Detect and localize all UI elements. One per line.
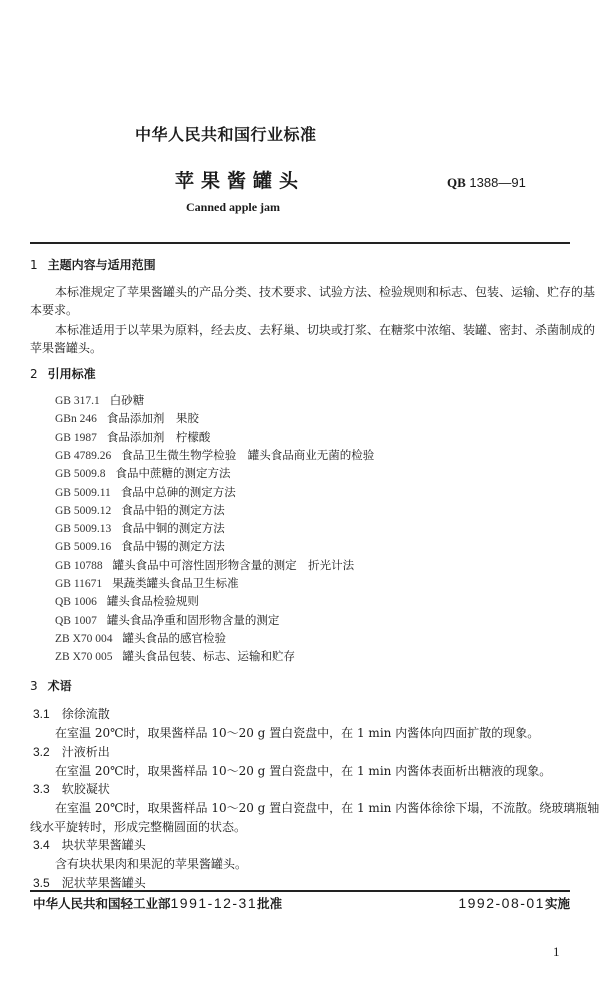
reference-item	[55, 468, 230, 481]
term-number: 3.1	[33, 707, 50, 721]
reference-item	[55, 651, 295, 664]
section-3-heading	[30, 680, 72, 692]
approval-line	[33, 896, 282, 911]
section-title: 引用标准	[47, 367, 96, 381]
term-definition: 在室温 20℃时，取果酱样品 10～20 g 置白瓷盘中，在 1 min 内酱体向四面扩散的现象。	[55, 726, 540, 740]
reference-name: 食品中总砷的测定方法	[120, 484, 236, 499]
section-title: 术语	[47, 679, 72, 693]
page-number: 1	[553, 944, 560, 959]
term-name: 徐徐流散	[61, 707, 110, 721]
paragraph-line: 本标准适用于以苹果为原料，经去皮、去籽巢、切块或打浆、在糖浆中浓缩、装罐、密封、杀菌制成的	[55, 323, 596, 337]
term-name: 软胶凝状	[61, 782, 110, 796]
reference-name: 果蔬类罐头食品卫生标准	[112, 576, 239, 590]
english-title: Canned apple jam	[186, 200, 281, 214]
reference-name: 食品卫生微生物学检验 罐头食品商业无菌的检验	[121, 447, 375, 462]
reference-name: 食品中锡的测定方法	[121, 539, 225, 554]
reference-item	[55, 612, 280, 628]
standard-code-number: 1388—91	[469, 175, 526, 190]
term-name: 块状苹果酱罐头	[61, 838, 146, 852]
reference-code: GB 317.1	[55, 395, 100, 407]
reference-code: ZB X70 005	[55, 651, 113, 664]
reference-name: 罐头食品的感官检验	[122, 630, 226, 645]
term-name: 汁液析出	[61, 744, 110, 759]
term-heading	[33, 783, 110, 795]
section-1-heading	[30, 259, 156, 271]
reference-code: GB 5009.11	[55, 486, 111, 499]
approved-label: 批准	[257, 896, 283, 911]
document-header: 中华人民共和国行业标准	[135, 125, 317, 144]
reference-code: ZB X70 004	[55, 632, 113, 645]
section-number: 2	[30, 367, 38, 381]
term-number: 3.2	[33, 744, 50, 759]
reference-code: GB 5009.13	[55, 523, 112, 536]
paragraph-line: 本标准规定了苹果酱罐头的产品分类、技术要求、试验方法、检验规则和标志、包装、运输、贮存的基	[55, 285, 596, 299]
reference-name: 食品中铜的测定方法	[121, 521, 225, 536]
reference-name: 食品中蔗糖的测定方法	[115, 466, 231, 481]
reference-item	[55, 429, 211, 445]
issuer: 中华人民共和国轻工业部	[33, 896, 171, 911]
reference-item	[55, 630, 226, 646]
section-number: 1	[30, 258, 38, 272]
section-title: 主题内容与适用范围	[47, 258, 156, 272]
term-definition: 在室温 20℃时，取果酱样品 10～20 g 置白瓷盘中，在 1 min 内酱体徐徐下塌，不流散。绕玻璃瓶轴	[55, 801, 600, 815]
term-heading	[33, 839, 146, 851]
top-rule	[30, 242, 570, 244]
reference-item	[55, 523, 225, 536]
reference-item	[55, 557, 355, 573]
reference-code: GB 5009.12	[55, 504, 112, 517]
section-2-heading	[30, 368, 96, 380]
term-definition: 线水平旋转时，形成完整椭圆面的状态。	[30, 819, 247, 834]
reference-item	[55, 578, 239, 591]
reference-name: 白砂糖	[109, 393, 145, 407]
reference-item	[55, 541, 225, 554]
term-number: 3.4	[33, 838, 50, 852]
reference-item	[55, 395, 144, 408]
standard-code	[447, 176, 526, 189]
reference-code: GB 1987	[55, 431, 97, 444]
term-number: 3.5	[33, 875, 50, 890]
reference-code: QB 1006	[55, 596, 97, 609]
paragraph-line: 本要求。	[30, 303, 79, 317]
effective-line	[458, 896, 570, 911]
reference-code: QB 1007	[55, 614, 97, 627]
term-definition: 在室温 20℃时，取果酱样品 10～20 g 置白瓷盘中，在 1 min 内酱体表面析出糖液的现象。	[55, 763, 552, 778]
reference-name: 罐头食品净重和固形物含量的测定	[106, 612, 280, 627]
term-heading	[33, 877, 146, 889]
term-heading	[33, 708, 110, 720]
reference-code: GB 4789.26	[55, 449, 112, 462]
reference-name: 食品添加剂 果胶	[106, 411, 199, 426]
term-number: 3.3	[33, 782, 50, 796]
effective-date: 1992-08-01	[458, 895, 545, 911]
reference-name: 食品添加剂 柠檬酸	[106, 429, 211, 444]
reference-code: GB 5009.16	[55, 541, 112, 554]
reference-item	[55, 596, 199, 609]
term-heading	[33, 746, 110, 758]
paragraph-line: 苹果酱罐头。	[30, 341, 103, 355]
document-title: 苹果酱罐头	[175, 170, 306, 192]
reference-name: 罐头食品检验规则	[106, 594, 199, 609]
reference-code: GB 5009.8	[55, 468, 106, 481]
section-number: 3	[30, 679, 38, 693]
reference-item	[55, 447, 375, 463]
reference-name: 罐头食品中可溶性固形物含量的测定 折光计法	[112, 557, 355, 572]
term-definition: 含有块状果肉和果泥的苹果酱罐头。	[55, 857, 248, 871]
term-name: 泥状苹果酱罐头	[61, 875, 146, 890]
reference-code: GB 11671	[55, 578, 103, 590]
standard-code-prefix: QB	[447, 175, 466, 190]
bottom-rule	[30, 890, 570, 892]
reference-name: 罐头食品包装、标志、运输和贮存	[122, 649, 295, 664]
approved-date: 1991-12-31	[170, 895, 258, 911]
reference-code: GBn 246	[55, 413, 97, 426]
reference-item	[55, 413, 199, 426]
reference-item	[55, 484, 236, 500]
reference-name: 食品中铅的测定方法	[121, 502, 225, 517]
effective-label: 实施	[544, 896, 570, 911]
reference-item	[55, 502, 225, 518]
reference-code: GB 10788	[55, 559, 103, 572]
